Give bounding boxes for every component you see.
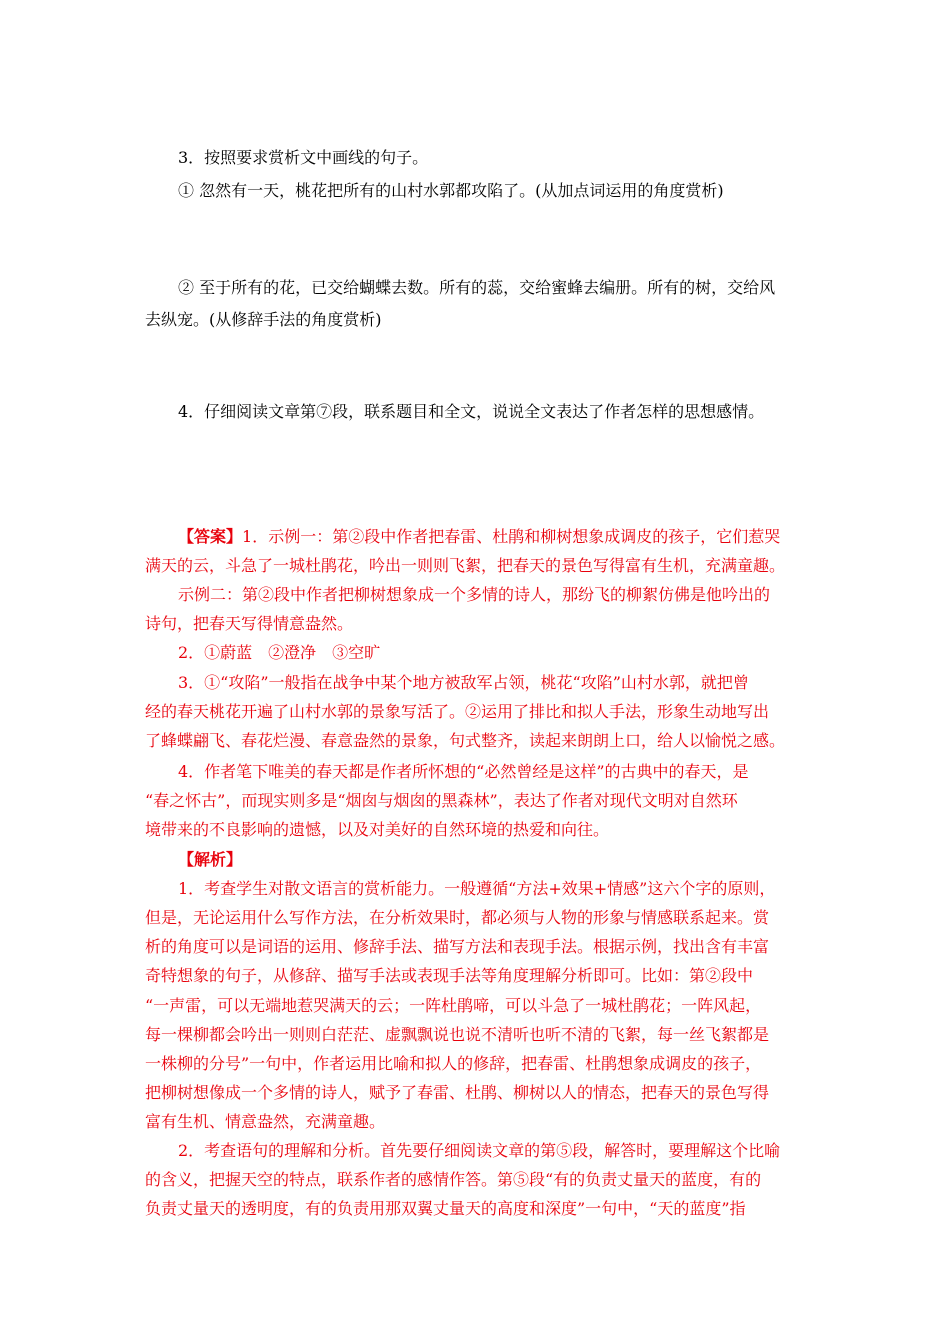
answer-line-7: 经的春天桃花开遍了山村水郭的景象写活了。②运用了排比和拟人手法，形象生动地写出	[145, 702, 770, 721]
question-3-item-1-prefix: ① 忽然有一天，桃花把所有的山村水郭都	[178, 181, 472, 200]
analysis-line-4: 奇特想象的句子，从修辞、描写手法或表现手法等角度理解分析即可。比如：第②段中	[145, 966, 754, 985]
analysis-line-5: “一声雷，可以无端地惹哭满天的云；一阵杜鹃啼，可以斗急了一城杜鹃花；一阵风起，	[145, 996, 762, 1015]
analysis-line-10: 2．考查语句的理解和分析。首先要仔细阅读文章的第⑤段，解答时，要理解这个比喻	[178, 1141, 781, 1160]
answer-label: 【答案】	[178, 527, 243, 546]
dotted-char-2: 陷	[487, 181, 504, 200]
answer-line-4: 诗句，把春天写得情意盎然。	[145, 614, 354, 633]
answer-line-3: 示例二：第②段中作者把柳树想象成一个多情的诗人，那纷飞的柳絮仿佛是他吟出的	[178, 585, 771, 604]
analysis-label: 【解析】	[178, 850, 243, 869]
question-3-title: 3．按照要求赏析文中画线的句子。	[178, 148, 429, 167]
question-3-item-1-suffix: 了。(从加点词运用的角度赏析)	[503, 181, 724, 200]
analysis-line-1: 1．考查学生对散文语言的赏析能力。一般遵循“方法+效果+情感”这六个字的原则，	[178, 879, 776, 898]
analysis-line-12: 负责丈量天的透明度，有的负责用那双翼丈量天的高度和深度”一句中，“天的蓝度”指	[145, 1199, 746, 1218]
dotted-char-1: 攻	[471, 181, 488, 200]
answer-text-1: 1．示例一：第②段中作者把春雷、杜鹃和柳树想象成调皮的孩子，它们惹哭	[242, 527, 781, 546]
answer-line-5: 2．①蔚蓝 ②澄净 ③空旷	[178, 643, 381, 662]
analysis-line-6: 每一棵柳都会吟出一则则白茫茫、虚飘飘说也说不清听也听不清的飞絮，每一丝飞絮都是	[145, 1025, 770, 1044]
answer-line-6: 3．①“攻陷”一般指在战争中某个地方被敌军占领，桃花“攻陷”山村水郭，就把曾	[178, 673, 749, 692]
answer-line-9: 4．作者笔下唯美的春天都是作者所怀想的“必然曾经是这样”的古典中的春天，是	[178, 762, 749, 781]
answer-line-8: 了蜂蝶翩飞、春花烂漫、春意盎然的景象，句式整齐，读起来朗朗上口，给人以愉悦之感。	[145, 731, 786, 750]
analysis-line-9: 富有生机、情意盎然，充满童趣。	[145, 1112, 386, 1131]
analysis-line-11: 的含义，把握天空的特点，联系作者的感情作答。第⑤段“有的负责丈量天的蓝度，有的	[145, 1170, 762, 1189]
answer-line-11: 境带来的不良影响的遗憾，以及对美好的自然环境的热爱和向往。	[145, 820, 610, 839]
answer-line-10: “春之怀古”，而现实则多是“烟囱与烟囱的黑森林”，表达了作者对现代文明对自然环	[145, 791, 738, 810]
analysis-line-2: 但是，无论运用什么写作方法，在分析效果时，都必须与人物的形象与情感联系起来。赏	[145, 908, 770, 927]
question-3-item-2-line-2: 去纵宠。(从修辞手法的角度赏析)	[145, 310, 382, 329]
analysis-line-3: 析的角度可以是词语的运用、修辞手法、描写方法和表现手法。根据示例，找出含有丰富	[145, 937, 770, 956]
question-4-title: 4．仔细阅读文章第⑦段，联系题目和全文，说说全文表达了作者怎样的思想感情。	[178, 402, 765, 421]
analysis-line-8: 把柳树想像成一个多情的诗人，赋予了春雷、杜鹃、柳树以人的情态，把春天的景色写得	[145, 1083, 770, 1102]
answer-line-2: 满天的云，斗急了一城杜鹃花，吟出一则则飞絮，把春天的景色写得富有生机，充满童趣。	[145, 556, 786, 575]
answer-line-1	[178, 527, 848, 547]
analysis-line-7: 一株柳的分号”一句中，作者运用比喻和拟人的修辞，把春雷、杜鹃想象成调皮的孩子，	[145, 1054, 762, 1073]
question-3-item-1	[178, 181, 848, 201]
question-3-item-2-line-1: ② 至于所有的花，已交给蝴蝶去数。所有的蕊，交给蜜蜂去编册。所有的树，交给风	[178, 278, 776, 297]
